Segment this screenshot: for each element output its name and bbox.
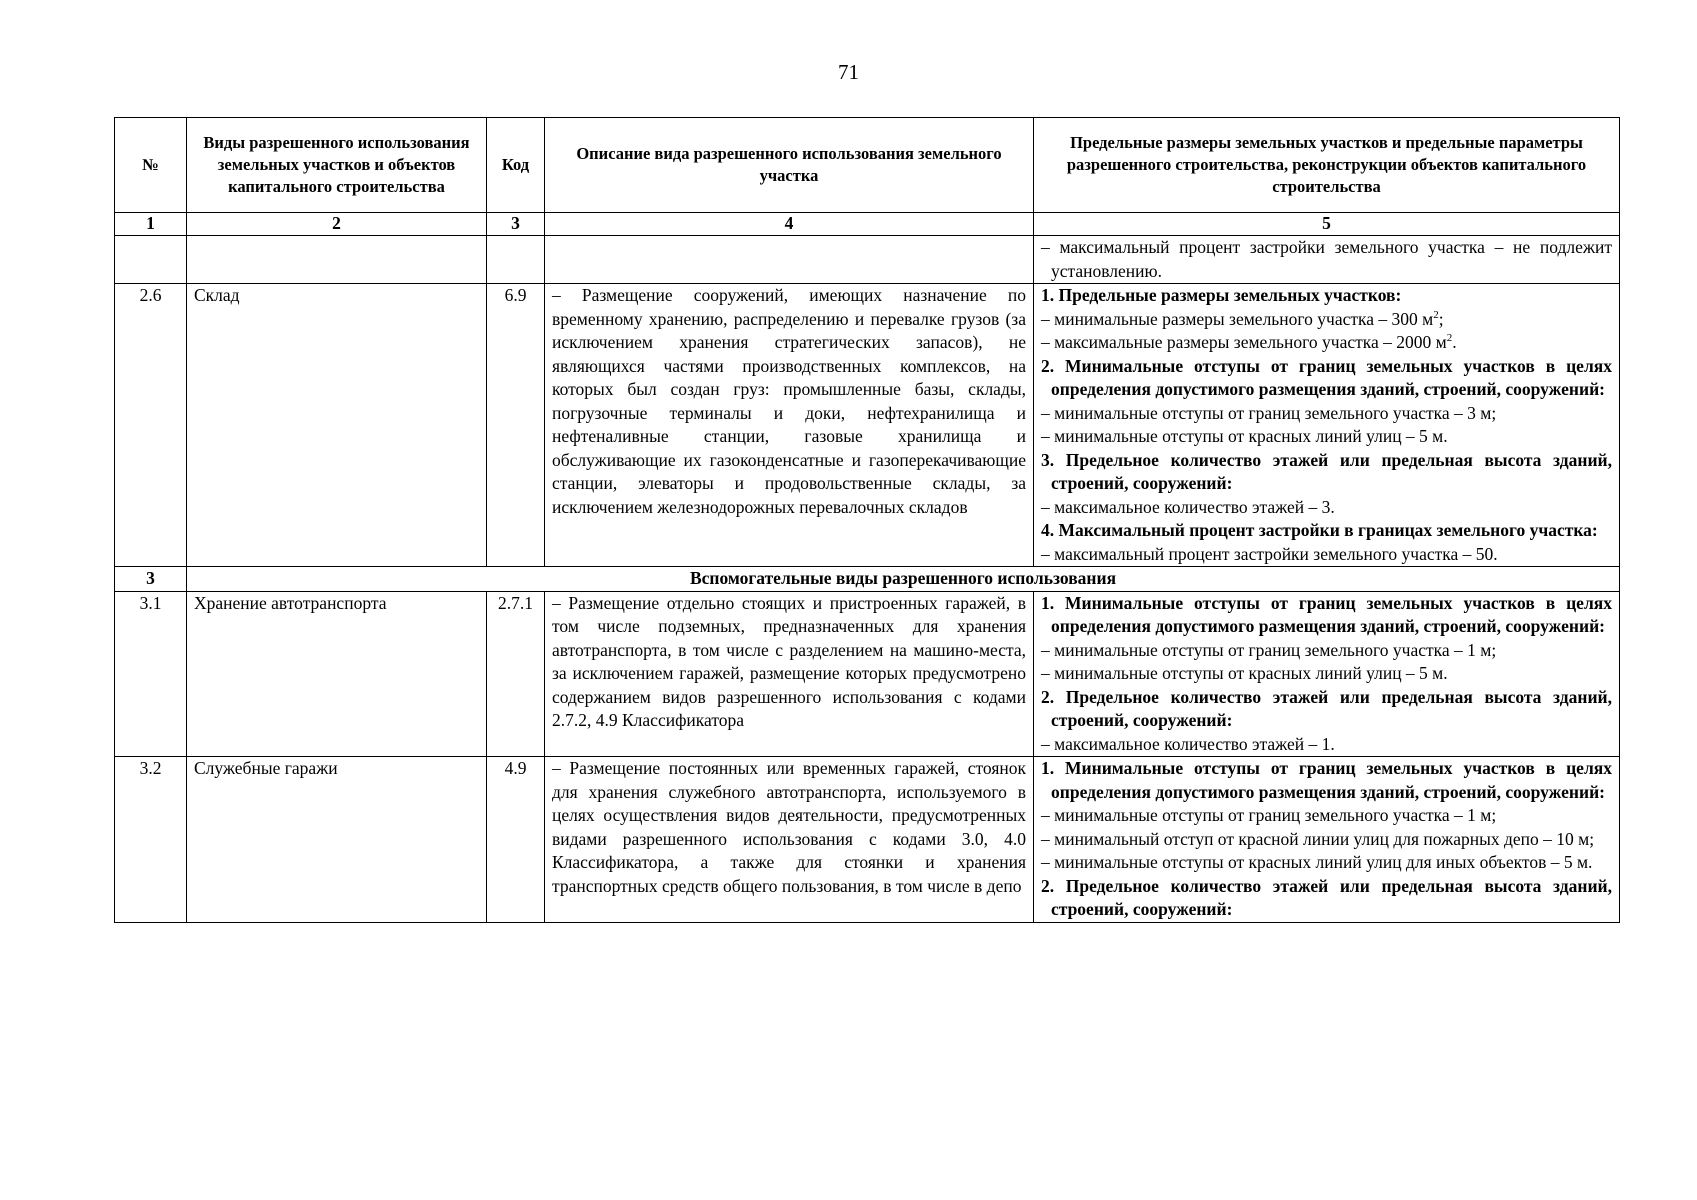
cell-empty	[487, 236, 545, 284]
col-number: 3	[487, 213, 545, 236]
limit-item: – максимальный процент застройки земельного участка – 50.	[1041, 543, 1498, 564]
superscript: 2	[1446, 332, 1453, 345]
section-row-3	[115, 567, 1620, 592]
limits-cell	[1034, 591, 1620, 757]
limits-cell	[1034, 284, 1620, 567]
limit-item: – минимальный отступ от красной линии улиц для пожарных депо – 10 м;	[1041, 828, 1595, 849]
use-type-name: Служебные гаражи	[187, 757, 487, 923]
limit-item: – максимальный процент застройки земельного участка – не подлежит установлению.	[1041, 237, 1612, 281]
table-row-2-6	[115, 284, 1620, 567]
section-title: Вспомогательные виды разрешенного использования	[187, 567, 1620, 592]
limit-heading: 2. Минимальные отступы от границ земельных участков в целях определения допустимого размещения зданий, строений, сооружений:	[1041, 355, 1612, 399]
limit-item: – максимальные размеры земельного участка – 2000 $м^2$.	[1041, 332, 1457, 352]
limit-item: – минимальные отступы от красных линий улиц для иных объектов – 5 м.	[1041, 852, 1593, 872]
use-description: – Размещение отдельно стоящих и пристроенных гаражей, в том числе подземных, предназначенных для хранения автотранспорта, в том числе с разделением на машино-места, за исключением гаражей, размещение которых предусмотрено содержанием видов разрешенного использования с кодами 2.7.2, 4.9 Классификатора	[545, 591, 1034, 757]
section-number: 3	[115, 567, 187, 592]
row-number: 3.2	[115, 757, 187, 923]
header-row	[115, 118, 1620, 213]
limit-heading: 1. Минимальные отступы от границ земельных участков в целях определения допустимого размещения зданий, строений, сооружений:	[1041, 758, 1612, 802]
col-number: 5	[1034, 213, 1620, 236]
row-number: 2.6	[115, 284, 187, 567]
row-number: 3.1	[115, 591, 187, 757]
header-types: Виды разрешенного использования земельных участков и объектов капитального строительства	[187, 118, 487, 213]
limit-heading: 1. Минимальные отступы от границ земельных участков в целях определения допустимого размещения зданий, строений, сооружений:	[1041, 592, 1612, 636]
limit-heading: 2. Предельное количество этажей или предельная высота зданий, строений, сооружений:	[1041, 875, 1612, 919]
superscript: 2	[1433, 308, 1439, 321]
col-number: 1	[115, 213, 187, 236]
limit-item: – максимальное количество этажей – 3.	[1041, 496, 1335, 517]
limits-cell	[1034, 236, 1620, 284]
col-number: 2	[187, 213, 487, 236]
limit-heading: 1. Предельные размеры земельных участков:	[1041, 285, 1402, 305]
header-limits: Предельные размеры земельных участков и предельные параметры разрешенного строительства, реконструкции объектов капитального строительства	[1034, 118, 1620, 213]
limit-heading: 3. Предельное количество этажей или предельная высота зданий, строений, сооружений:	[1041, 449, 1612, 493]
use-type-name: Склад	[187, 284, 487, 567]
header-no: №	[115, 118, 187, 213]
limit-item: – максимальное количество этажей – 1.	[1041, 733, 1335, 754]
use-description: – Размещение постоянных или временных гаражей, стоянок для хранения служебного автотранспорта, используемого в целях осуществления видов деятельности, предусмотренных видами разрешенного использования с кодами 3.0, 4.0 Классификатора, а также для стоянки и хранения транспортных средств общего пользования, в том числе в депо	[545, 757, 1034, 923]
limit-item: – минимальные отступы от красных линий улиц – 5 м.	[1041, 663, 1448, 683]
cell-empty	[187, 236, 487, 284]
use-description: – Размещение сооружений, имеющих назначение по временному хранению, распределению и перевалке грузов (за исключением хранения стратегических запасов), не являющихся частями производственных комплексов, на которых был создан груз: промышленные базы, склады, погрузочные терминалы и доки, нефтехранилища и нефтеналивные станции, газовые хранилища и обслуживающие их газоконденсатные и газоперекачивающие станции, элеваторы и продовольственные склады, за исключением железнодорожных перевалочных складов	[545, 284, 1034, 567]
col-number: 4	[545, 213, 1034, 236]
limits-cell	[1034, 757, 1620, 923]
use-code: 6.9	[487, 284, 545, 567]
use-code: 4.9	[487, 757, 545, 923]
use-code: 2.7.1	[487, 591, 545, 757]
header-description: Описание вида разрешенного использования земельного участка	[545, 118, 1034, 213]
use-type-name: Хранение автотранспорта	[187, 591, 487, 757]
table-row-3-2	[115, 757, 1620, 923]
limit-item: – минимальные отступы от границ земельного участка – 1 м;	[1041, 805, 1497, 825]
limit-item: – минимальные отступы от границ земельного участка – 3 м;	[1041, 402, 1497, 423]
column-numbers-row	[115, 213, 1620, 236]
table-row-continuation	[115, 236, 1620, 284]
header-code: Код	[487, 118, 545, 213]
land-use-table	[114, 117, 1620, 923]
limit-item: – минимальные размеры земельного участка – 300 $м^2$;	[1041, 308, 1444, 329]
limit-item: – минимальные отступы от красных линий улиц – 5 м.	[1041, 426, 1448, 446]
table-row-3-1	[115, 591, 1620, 757]
page-number: 71	[838, 60, 859, 84]
limit-item: – минимальные отступы от границ земельного участка – 1 м;	[1041, 639, 1497, 660]
limit-heading: 2. Предельное количество этажей или предельная высота зданий, строений, сооружений:	[1041, 686, 1612, 730]
cell-empty	[115, 236, 187, 284]
limit-heading: 4. Максимальный процент застройки в границах земельного участка:	[1041, 520, 1598, 540]
cell-empty	[545, 236, 1034, 284]
